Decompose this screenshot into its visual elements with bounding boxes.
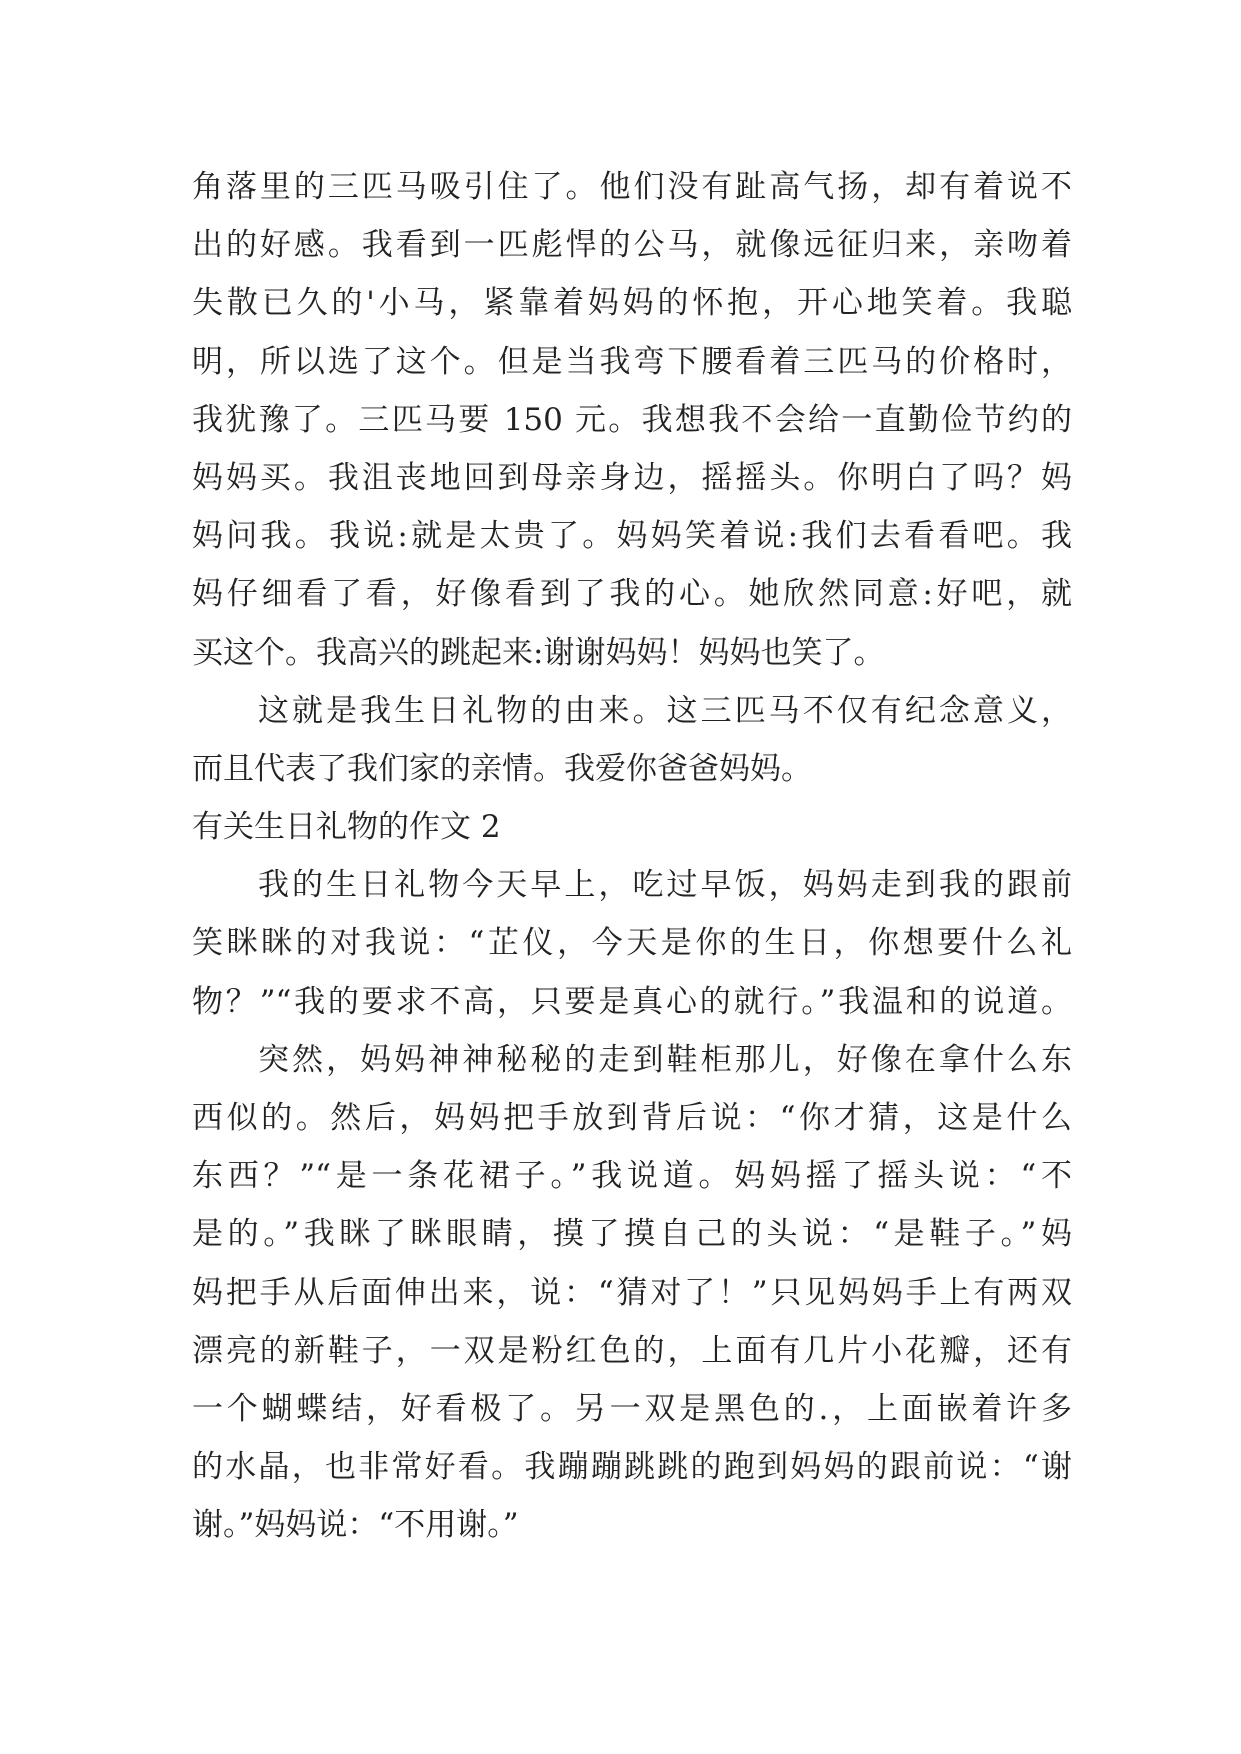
text-line: 妈把手从后面伸出来，说：“猜对了！”只见妈妈手上有两双	[192, 1274, 1072, 1311]
text-line: 东西？”“是一条花裙子。”我说道。妈妈摇了摇头说：“不	[192, 1158, 1072, 1195]
text-line: 是的。”我眯了眯眼睛，摸了摸自己的头说：“是鞋子。”妈	[192, 1216, 1072, 1253]
text-line: 妈仔细看了看，好像看到了我的心。她欣然同意:好吧，就	[192, 576, 1072, 613]
text-line: 的水晶，也非常好看。我蹦蹦跳跳的跑到妈妈的跟前说：“谢	[192, 1449, 1072, 1486]
text-line: 一个蝴蝶结，好看极了。另一双是黑色的.，上面嵌着许多	[192, 1390, 1072, 1427]
text-line: 谢。”妈妈说：“不用谢。”	[192, 1507, 519, 1544]
text-line: 角落里的三匹马吸引住了。他们没有趾高气扬，却有着说不	[192, 169, 1072, 205]
text-line: 我的生日礼物今天早上，吃过早饭，妈妈走到我的跟前	[258, 867, 1072, 904]
text-line: 而且代表了我们家的亲情。我爱你爸爸妈妈。	[192, 750, 812, 787]
section-heading: 有关生日礼物的作文 2	[192, 809, 501, 846]
document-body	[192, 158, 1072, 1555]
text-line: 出的好感。我看到一匹彪悍的公马，就像远征归来，亲吻着	[192, 227, 1072, 264]
text-line: 买这个。我高兴的跳起来:谢谢妈妈！妈妈也笑了。	[192, 634, 885, 671]
text-line: 笑眯眯的对我说：“芷仪，今天是你的生日，你想要什么礼	[192, 925, 1072, 962]
text-line: 失散已久的'小马，紧靠着妈妈的怀抱，开心地笑着。我聪	[192, 285, 1072, 322]
text-line: 妈问我。我说:就是太贵了。妈妈笑着说:我们去看看吧。我	[192, 518, 1072, 555]
text-line: 物？”“我的要求不高，只要是真心的就行。”我温和的说道。	[192, 983, 1072, 1020]
text-line: 西似的。然后，妈妈把手放到背后说：“你才猜，这是什么	[192, 1100, 1072, 1136]
text-line: 这就是我生日礼物的由来。这三匹马不仅有纪念意义，	[258, 692, 1072, 729]
text-line: 妈妈买。我沮丧地回到母亲身边，摇摇头。你明白了吗？妈	[192, 459, 1072, 496]
text-line: 突然，妈妈神神秘秘的走到鞋柜那儿，好像在拿什么东	[258, 1041, 1072, 1078]
text-line: 明，所以选了这个。但是当我弯下腰看着三匹马的价格时，	[192, 343, 1072, 380]
text-line: 漂亮的新鞋子，一双是粉红色的，上面有几片小花瓣，还有	[192, 1332, 1072, 1369]
text-line: 我犹豫了。三匹马要 150 元。我想我不会给一直勤俭节约的	[192, 401, 1072, 438]
